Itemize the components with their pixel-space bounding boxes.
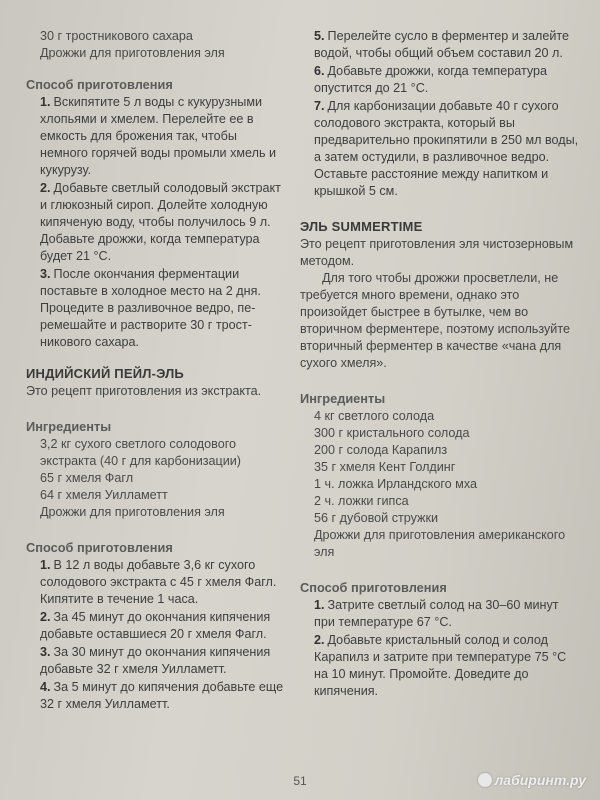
recipe-title: ИНДИЙСКИЙ ПЕЙЛ-ЭЛЬ xyxy=(26,366,184,381)
page-number: 51 xyxy=(293,774,307,788)
step-text: За 30 минут до окончания кипячения добавьте 32 г хмеля Уилламетт. xyxy=(40,645,271,676)
ingredient-line: 65 г хмеля Фагл xyxy=(40,471,134,485)
method-step xyxy=(26,266,288,351)
ingredient-line: Дрожжи для приготовления американского эля xyxy=(314,528,566,559)
ingredient-line: 64 г хмеля Уилламетт xyxy=(40,488,168,502)
method-step xyxy=(300,63,580,97)
step-number: 4. xyxy=(40,680,51,694)
ingredient-line: Дрожжи для приготовления эля xyxy=(40,46,225,60)
ingredient-line: 4 кг светлого солода xyxy=(314,409,435,423)
recipe-title: ЭЛЬ SUMMERTIME xyxy=(300,219,423,234)
step-text: Добавьте кристальный солод и солод Карапилз и затрите при температуре 75 °С на 10 минут. Промойте. Доведите до кипячения. xyxy=(314,633,567,698)
step-text: Добавьте светлый солодовый экстракт и глюкозный сироп. Долейте холодную кипяченую воду, чтобы получилось 9 л. Добавьте дрожжи, когда температура будет 21 °С. xyxy=(40,181,281,263)
ingredient-line: 3,2 кг сухого светлого солодового экстракта (40 г для карбонизации) xyxy=(40,437,241,468)
ingredients-heading: Ингредиенты xyxy=(26,419,112,434)
step-number: 7. xyxy=(314,99,325,113)
step-text: За 5 минут до кипячения добавьте еще 32 г хмеля Уилламетт. xyxy=(40,680,284,711)
recipe-intro: Это рецепт приготовления эля чистозерновым методом. xyxy=(300,237,574,268)
step-text: Затрите светлый солод на 30–60 минут при температуре 67 °С. xyxy=(314,598,559,629)
watermark-text: лабиринт.ру xyxy=(494,772,586,788)
recipe-intro-paragraph: Для того чтобы дрожжи просветлели, не требуется много времени, однако это произойдет быстрее в бутылке, чем во вторичном ферментере, поэтому используйте вторичный ферментер в качестве «чана для сухого хмеля». xyxy=(300,271,570,370)
step-text: Добавьте дрожжи, когда температура опустится до 21 °С. xyxy=(314,64,548,95)
recipe-intro: Это рецепт приготовления из экстракта. xyxy=(26,384,262,398)
right-column xyxy=(300,28,580,700)
step-number: 2. xyxy=(314,633,325,647)
method-step xyxy=(26,679,288,713)
step-number: 3. xyxy=(40,645,51,659)
step-text: В 12 л воды добавьте 3,6 кг сухого солодового экстракта с 45 г хмеля Фагл. Кипятите в течение 1 часа. xyxy=(40,558,277,606)
method-step xyxy=(26,557,288,608)
watermark xyxy=(478,772,586,788)
method-heading: Способ приготовления xyxy=(26,77,173,92)
method-step xyxy=(300,28,580,62)
step-number: 1. xyxy=(40,95,51,109)
step-text: Вскипятите 5 л воды с кукурузными хлопьями и хмелем. Перелейте ее в емкость для брожения так, чтобы немного горячей воды промыли хмель и кукурузу. xyxy=(40,95,277,177)
ingredient-line: 30 г тростникового сахара xyxy=(40,29,193,43)
method-step xyxy=(26,609,288,643)
method-step xyxy=(26,180,288,265)
method-step xyxy=(300,597,580,631)
method-step xyxy=(26,94,288,179)
step-number: 1. xyxy=(314,598,325,612)
step-text: Для карбонизации добавьте 40 г сухого солодового экстракта, который вы предварительно прокипятили в 250 мл воды, а затем остудили, в разливочное ведро. Оставьте расстояние между напитком и крышкой 5 см. xyxy=(314,99,579,198)
step-number: 5. xyxy=(314,29,325,43)
watermark-logo-icon xyxy=(478,773,492,787)
method-heading: Способ приготовления xyxy=(26,540,173,555)
step-number: 2. xyxy=(40,610,51,624)
ingredients-heading: Ингредиенты xyxy=(300,391,386,406)
method-heading: Способ приготовления xyxy=(300,580,447,595)
step-number: 2. xyxy=(40,181,51,195)
ingredient-line: Дрожжи для приготовления эля xyxy=(40,505,225,519)
step-number: 3. xyxy=(40,267,51,281)
step-number: 1. xyxy=(40,558,51,572)
method-step xyxy=(300,632,580,700)
step-text: После окончания ферментации поставьте в холодное место на 2 дня. Процедите в разливочное ведро, перемешайте и растворите 30 г тростникового сахара. xyxy=(40,267,261,349)
method-step xyxy=(300,98,580,200)
ingredient-line: 1 ч. ложка Ирландского мха xyxy=(314,477,477,491)
method-step xyxy=(26,644,288,678)
ingredient-line: 300 г кристального солода xyxy=(314,426,470,440)
ingredient-line: 56 г дубовой стружки xyxy=(314,511,439,525)
left-column xyxy=(26,28,288,713)
ingredient-line: 2 ч. ложки гипса xyxy=(314,494,409,508)
step-text: Перелейте сусло в ферментер и залейте водой, чтобы общий объем составил 20 л. xyxy=(314,29,570,60)
ingredient-line: 35 г хмеля Кент Голдинг xyxy=(314,460,456,474)
ingredient-line: 200 г солода Карапилз xyxy=(314,443,448,457)
step-text: За 45 минут до окончания кипячения добавьте оставшиеся 20 г хмеля Фагл. xyxy=(40,610,271,641)
step-number: 6. xyxy=(314,64,325,78)
